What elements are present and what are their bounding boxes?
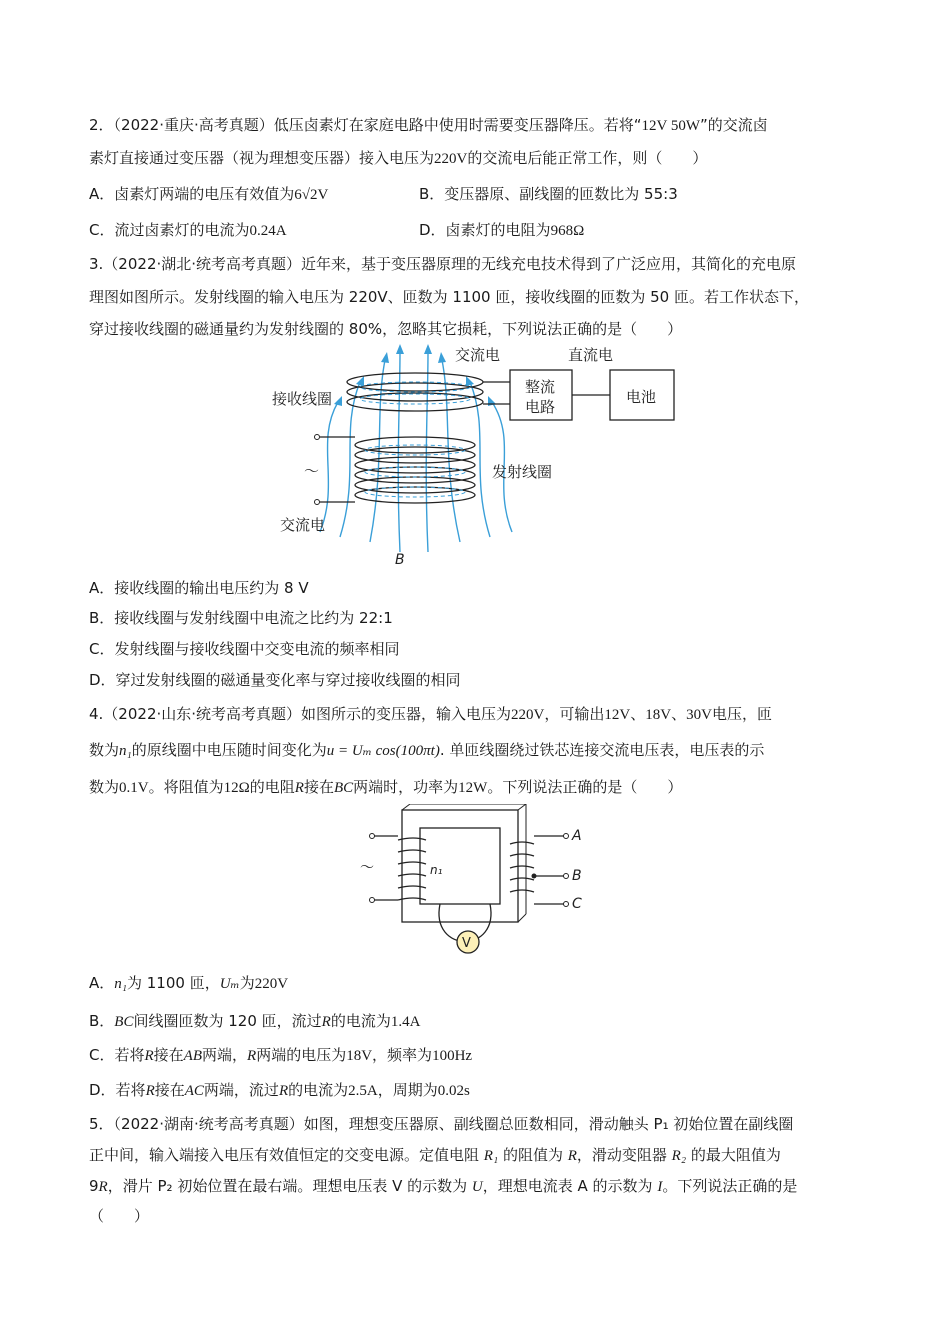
q2-stem-line2: 素灯直接通过变压器（视为理想变压器）接入电压为220V的交流电后能正常工作，则（ ） — [89, 149, 708, 167]
terminal-b — [564, 874, 569, 879]
q5-stem-line4: （ ） — [89, 1207, 150, 1225]
q2-option-b[interactable]: B．变压器原、副线圈的匝数比为 55:3 — [419, 185, 678, 203]
terminal-a — [564, 834, 569, 839]
label-c: C — [572, 896, 582, 912]
q3-option-c[interactable]: C．发射线圈与接收线圈中交变电流的频率相同 — [89, 640, 400, 658]
terminal-bottom — [315, 500, 320, 505]
q4-stem-line2: 数为n₁的原线圈中电压随时间变化为u = Uₘ cos(100πt). 单匝线圈绕过铁芯连接交流电压表，电压表的示 — [89, 741, 765, 759]
tap-node-b — [532, 874, 537, 879]
q4-option-b[interactable]: B．BC间线圈匝数为 120 匝，流过R的电流为1.4A — [89, 1012, 421, 1030]
q5-stem-line3: 9R，滑片 P₂ 初始位置在最右端。理想电压表 V 的示数为 U，理想电流表 A 的示数为 I。下列说法正确的是 — [89, 1177, 798, 1195]
q4-stem-line1: 4.（2022·山东·统考高考真题）如图所示的变压器，输入电压为220V，可输出12V、18V、30V电压，匝 — [89, 705, 772, 723]
terminal-c — [564, 902, 569, 907]
label-transmitter-coil: 发射线圈 — [492, 463, 553, 481]
label-receiver-coil: 接收线圈 — [272, 390, 333, 408]
q2-option-c[interactable]: C．流过卤素灯的电流为0.24A — [89, 221, 287, 239]
transformer-diagram — [360, 804, 600, 964]
q5-stem-line1: 5．（2022·湖南·统考高考真题）如图，理想变压器原、副线圈总匝数相同，滑动触头 P₁ 初始位置在副线圈 — [89, 1115, 794, 1133]
q3-option-b[interactable]: B．接收线圈与发射线圈中电流之比约为 22:1 — [89, 609, 393, 627]
label-rectifier-2: 电路 — [525, 398, 556, 416]
input-terminal-bottom — [370, 898, 375, 903]
q4-option-a[interactable]: A．n₁为 1100 匝，Uₘ为220V — [89, 974, 289, 992]
input-terminal-top — [370, 834, 375, 839]
q5-stem-line2: 正中间，输入端接入电压有效值恒定的交变电源。定值电阻 R₁ 的阻值为 R，滑动变阻器 R₂ 的最大阻值为 — [89, 1146, 781, 1164]
label-rectifier-1: 整流 — [525, 378, 556, 396]
ac-source-symbol: ～ — [360, 860, 374, 876]
label-ac-top: 交流电 — [455, 346, 501, 364]
ac-source-symbol: ～ — [304, 462, 320, 480]
q3-option-d[interactable]: D．穿过发射线圈的磁通量变化率与穿过接收线圈的相同 — [89, 671, 461, 689]
q4-option-d[interactable]: D．若将R接在AC两端，流过R的电流为2.5A，周期为0.02s — [89, 1081, 470, 1099]
q3-stem-line3: 穿过接收线圈的磁通量约为发射线圈的 80%，忽略其它损耗，下列说法正确的是（ ） — [89, 320, 683, 338]
label-ac-bottom: 交流电 — [280, 516, 326, 534]
wireless-charging-diagram — [260, 342, 690, 570]
label-n1: n₁ — [430, 863, 443, 877]
q3-option-a[interactable]: A．接收线圈的输出电压约为 8 V — [89, 579, 309, 597]
q4-stem-line3: 数为0.1V。将阻值为12Ω的电阻R接在BC两端时，功率为12W。下列说法正确的是（ ） — [89, 778, 683, 796]
q4-option-c[interactable]: C．若将R接在AB两端，R两端的电压为18V，频率为100Hz — [89, 1046, 473, 1064]
label-b: B — [572, 868, 582, 884]
q2-option-a[interactable]: A．卤素灯两端的电压有效值为6√2V — [89, 185, 329, 203]
label-a: A — [572, 828, 582, 844]
terminal-top — [315, 435, 320, 440]
q2-stem-line1: 2．（2022·重庆·高考真题）低压卤素灯在家庭电路中使用时需要变压器降压。若将“12V 50W”的交流卤 — [89, 116, 768, 134]
q3-stem-line1: 3.（2022·湖北·统考高考真题）近年来，基于变压器原理的无线充电技术得到了广泛应用，其简化的充电原 — [89, 255, 797, 273]
q3-stem-line2: 理图如图所示。发射线圈的输入电压为 220V、匝数为 1100 匝，接收线圈的匝数为 50 匝。若工作状态下， — [89, 288, 809, 306]
voltmeter-label: V — [462, 936, 471, 951]
label-dc: 直流电 — [568, 346, 614, 364]
label-b-field: B — [395, 552, 405, 568]
label-battery: 电池 — [626, 388, 657, 406]
q2-option-d[interactable]: D．卤素灯的电阻为968Ω — [419, 221, 585, 239]
